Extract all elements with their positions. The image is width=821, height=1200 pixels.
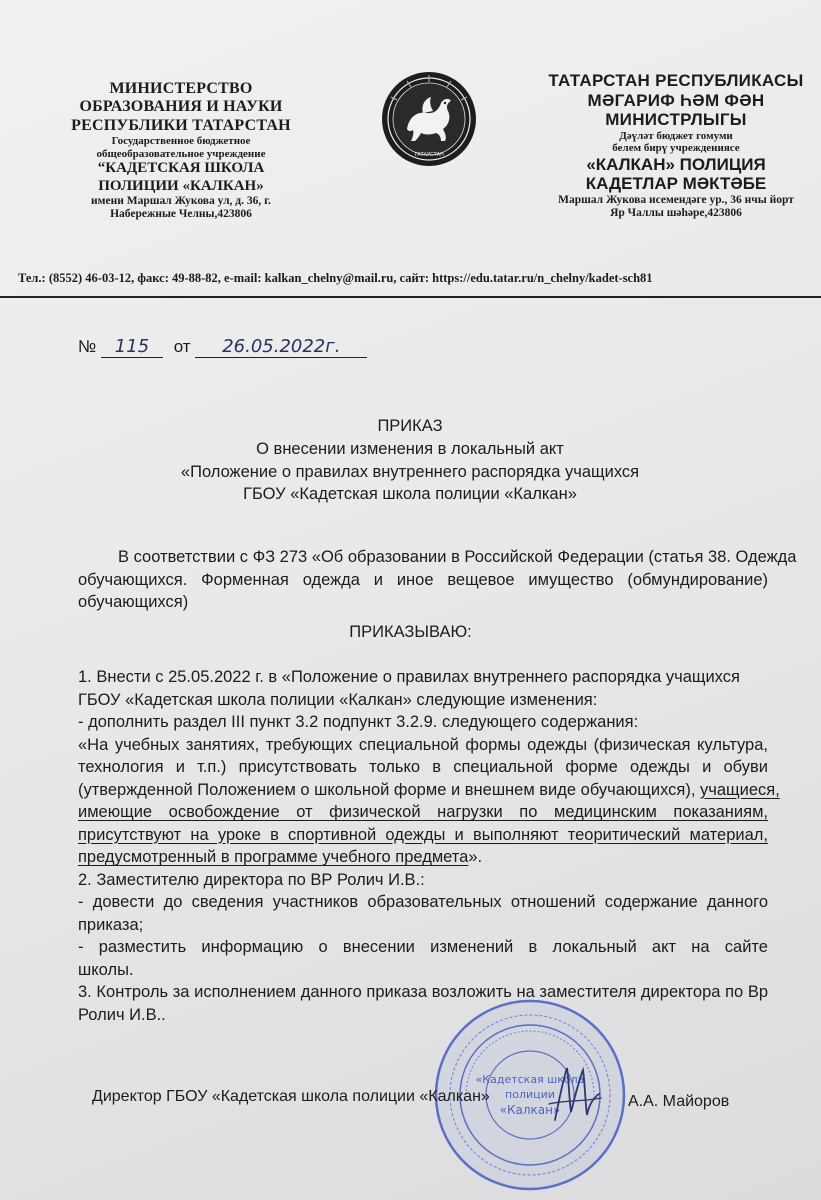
school-name-line: “КАДЕТСКАЯ ШКОЛА [97, 160, 265, 177]
text-fragment: ». [468, 848, 483, 866]
text-line: «На учебных занятиях, требующих специальной формы одежды (физическая культура, [78, 735, 768, 754]
order-directive-heading: ПРИКАЗЫВАЮ: [349, 623, 472, 641]
order-number-line [78, 336, 367, 358]
text-line: 2. Заместителю директора по ВР Ролич И.В.: [78, 870, 425, 889]
text-line [78, 846, 768, 869]
header-right-block [526, 71, 821, 220]
school-name-line-tt: «КАЛКАН» ПОЛИЦИЯ [586, 154, 766, 174]
underlined-line: присутствуют на уроке в спортивной одежды и выполняют теоритический материал, [78, 825, 768, 844]
order-body [78, 666, 780, 1026]
underlined-line: имеющие освобождение от физической нагрузки по медицинским показаниям, [78, 803, 768, 821]
text-line: обучающихся. Форменная одежда и иное вещевое имущество (обмундирование) [78, 570, 768, 589]
ministry-line-tt: ТАТАРСТАН РЕСПУБЛИКАСЫ [548, 71, 804, 90]
address-line: имени Маршал Жукова ул, д. 36, г. [91, 194, 271, 207]
school-name-line-tt: КАДЕТЛАР МӘКТӘБЕ [585, 174, 767, 194]
text-line: 3. Контроль за исполнением данного приказа возложить на заместителя директора по Вр [78, 983, 768, 1001]
text-line: приказа; [78, 915, 144, 934]
ministry-line: ОБРАЗОВАНИЯ И НАУКИ [79, 98, 283, 116]
date-label: от [173, 337, 191, 356]
text-line: Ролич И.В.. [78, 1005, 166, 1024]
institution-type-line: общеобразовательное учреждение [96, 147, 266, 160]
text-line: В соответствии с ФЗ 273 «Об образовании в Российской Федерации (статья 38. Одежда [118, 548, 797, 566]
signatory-name: А.А. Майоров [628, 1093, 730, 1110]
ministry-line: МИНИСТЕРСТВО [109, 80, 253, 97]
document-title-block [150, 415, 670, 506]
address-line-tt: Яр Чаллы шәһәре,423806 [610, 207, 742, 220]
document-subtitle: О внесении изменения в локальный акт [256, 439, 564, 458]
header-left-block [40, 80, 322, 221]
document-subtitle: ГБОУ «Кадетская школа полиции «Калкан» [243, 485, 577, 504]
order-date: 26.05.2022г. [195, 336, 367, 358]
seal-text: «Калкан» [499, 1103, 561, 1117]
order-number: 115 [101, 336, 163, 358]
text-line [78, 779, 780, 802]
preamble-paragraph [78, 546, 797, 614]
seal-text: полиции [505, 1088, 555, 1101]
header-divider [0, 296, 821, 298]
ministry-line-tt: МИНИСТРЛЫГЫ [605, 110, 747, 130]
emblem-label: ТАТАРСТАН [414, 152, 444, 158]
tatarstan-emblem-icon [379, 67, 479, 183]
text-line: обучающихся) [78, 593, 189, 611]
document-subtitle: «Положение о правилах внутреннего распорядка учащихся [180, 462, 640, 481]
text-line: - довести до сведения участников образовательных отношений содержание данного [78, 893, 768, 911]
contacts-line: Тел.: (8552) 46-03-12, факс: 49-88-82, e-mail: kalkan_chelny@mail.ru, сайт: https://edu.tatar.ru/n_chelny/kadet-sch81 [18, 271, 653, 285]
institution-type-line: Государственное бюджетное [111, 135, 251, 148]
text-line: 1. Внести с 25.05.2022 г. в «Положение о правилах внутреннего распорядка учащихся [78, 668, 740, 686]
institution-type-line-tt: белем бирү учреждениясе [612, 142, 740, 155]
underlined-fragment: учащиеся, [700, 780, 780, 799]
handwritten-signature-icon [545, 1060, 605, 1130]
text-line: - дополнить раздел III пункт 3.2 подпункт 3.2.9. следующего содержания: [78, 713, 639, 731]
institution-type-line-tt: Дәүләт бюджет гомуми [619, 129, 733, 142]
address-line-tt: Маршал Жукова исемендәге ур., 36 нчы йорт [558, 194, 794, 207]
address-line: Набережные Челны,423806 [110, 208, 252, 221]
text-line: ГБОУ «Кадетская школа полиции «Калкан» следующие изменения: [78, 690, 598, 709]
text-line: технология и т.п.) присутствовать только в специальной форме одежды и обуви [78, 758, 768, 776]
signatory-position: Директор ГБОУ «Кадетская школа полиции «Калкан» [92, 1088, 490, 1105]
ministry-line: РЕСПУБЛИКИ ТАТАРСТАН [71, 116, 291, 134]
number-label: № [78, 337, 97, 356]
document-title: ПРИКАЗ [377, 417, 443, 435]
seal-text: «Кадетская школа [475, 1073, 585, 1086]
school-name-line: ПОЛИЦИИ «КАЛКАН» [98, 177, 264, 194]
text-fragment: (утвержденной Положением о школьной форме и внешнем виде обучающихся), [78, 780, 701, 799]
ministry-line-tt: МӘГАРИФ ҺӘМ ФӘН [587, 90, 765, 110]
text-line: - разместить информацию о внесении изменений в локальный акт на сайте [78, 938, 768, 956]
text-line: школы. [78, 960, 134, 979]
underlined-fragment: предусмотренный в программе учебного предмета [78, 848, 469, 866]
